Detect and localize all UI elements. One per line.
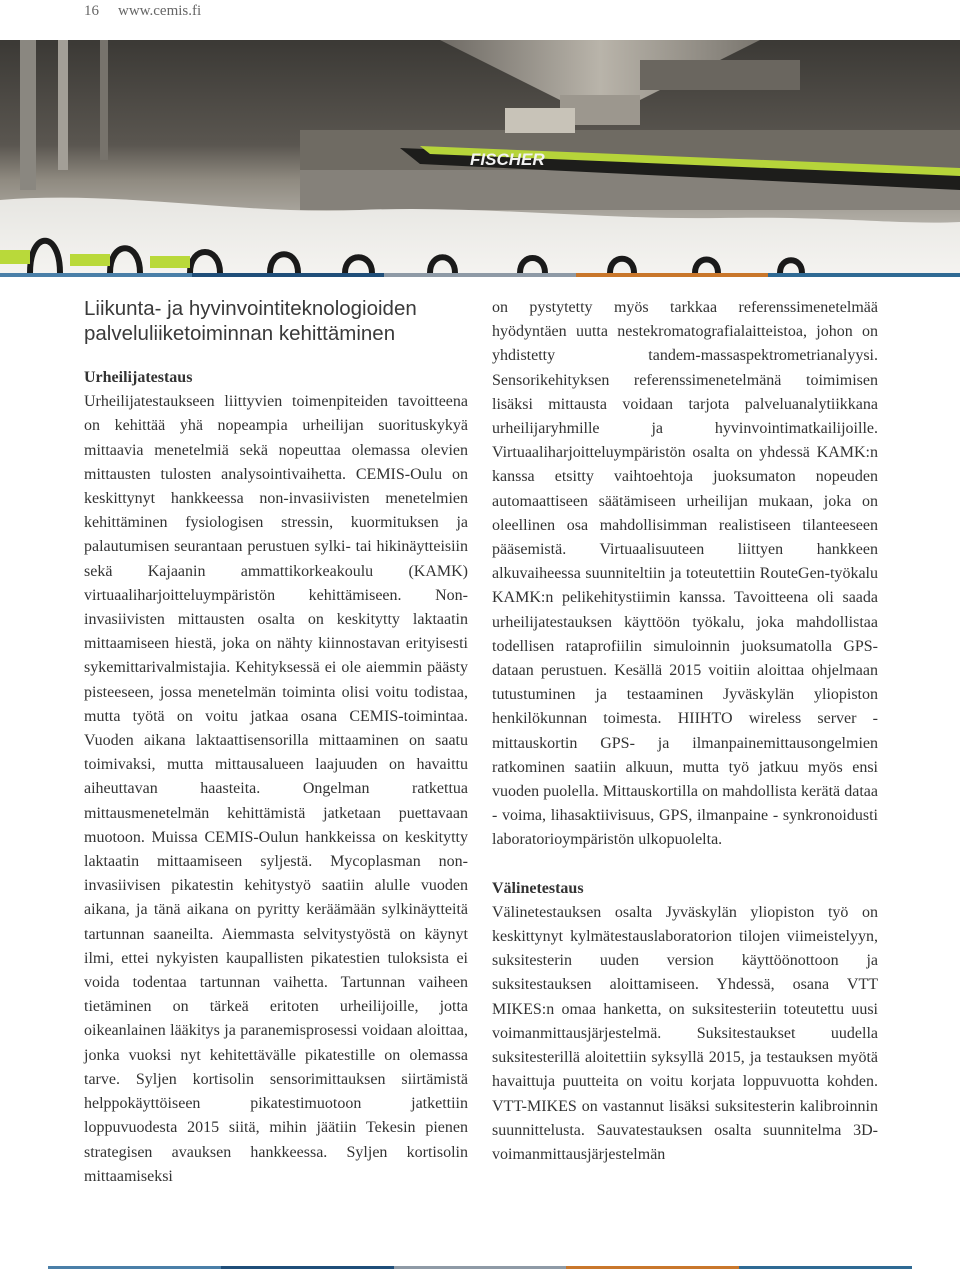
article-title: Liikunta- ja hyvinvointiteknologioiden palveluliiketoiminnan kehittäminen <box>84 297 417 345</box>
section-heading-urheilijatestaus: Urheilijatestaus <box>84 369 193 386</box>
section-heading-valinetestaus: Välinetestaus <box>492 879 584 897</box>
ski-testing-photo <box>0 40 960 273</box>
right-column <box>492 296 878 1167</box>
header-url: www.cemis.fi <box>118 3 202 19</box>
svg-text:FISCHER: FISCHER <box>470 150 545 169</box>
body-paragraph-valinetestaus: Välinetestauksen osalta Jyväskylän yliopiston työ on keskittynyt kylmätestauslaboratorion tilojen viimeistelyyn, suksitesterin uuden version käyttöönottoon ja suksitestauksen aloittamiseen. Yhdessä, osana VTT MIKES:n omaa hanketta, on suksitesteriin toteutettu uusi voimanmittausjärjestelmä. Suksitestaukset uudella suksitesterillä aloitettiin syksyllä 2015, ja testauksen myötä havaittuja puutteita on voitu korjata loppuvuotta kohden. VTT-MIKES on vastannut lisäksi suksitesterin kalibroinnin suunnittelusta. Sauvatestauksen osalta suunnitelma 3D-voimanmittausjärjestelmän <box>492 903 878 1163</box>
footer-divider <box>48 1266 912 1269</box>
body-paragraph: Urheilijatestaukseen liittyvien toimenpiteiden tavoitteena on kehittää yhä nopeampia urheilijan suorituskykyä mittaavia menetelmiä sekä nopeuttaa olemassa olevien mittausten tulosten analysointivaihetta. CEMIS-Oulu on keskittynyt hankkeessa non-invasiivisten menetelmien kehittäminen fysiologisen stressin, kuormituksen ja palautumisen seurantaan perustuen sylki- tai hikinäytteisiin sekä Kajaanin ammattikorkeakoulu (KAMK) virtuaaliharjoitteluympäristön kehittämiseen. Non-invasiivisten mittausten osalta on keskitytty laktaatin mittaamiseen hiestä, joka on nähty kiinnostavan erityisesti sykemittarivalmistajia. Kehityksessä ei ole aiemmin päästy pisteeseen, jossa menetelmän toiminta olisi voitu todistaa, mutta työtä on voitu jatkaa osana CEMIS-toimintaa. Vuoden aikana laktaattisensorilla mittaaminen on saatu toimivaksi, mutta mittausalueen laajuuden on havaittu aiheuttavan haasteita. Ongelman ratkettua mittausmenetelmän kehittämistä jatketaan puettavaan muotoon. Muissa CEMIS-Oulun hankkeissa on keskitytty laktaatin mittaamiseen syljestä. Mycoplasman non-invasiivisen pikatestin kehitystyö saatiin alulle vuoden aikana, ja tänä aikana on pyritty keräämään sylkinäytteitä tartunnan saaneilta. Aiemmasta selvitystyöstä on käynyt ilmi, ettei nykyisten kaupallisten pikatestien tuloksista ei voida todentaa tartunnan vaihetta. Tartunnan vaiheen tietäminen on tärkeä eritoten urheilijoille, jotta oikeanlainen lääkitys ja paranemisprosessi voidaan aloittaa, jonka vuoksi nyt kehitettävälle pikatestille on olemassa tarve. Syljen kortisolin sensorimittauksen siirtämistä helppokäyttöiseen pikatestimuotoon jatkettiin loppuvuodesta 2015 siitä, mihin jäätiin Tekesin pienen strategisen avauksen hankkeessa. Syljen kortisolin mittaamiseksi <box>84 393 468 1185</box>
left-column <box>84 296 468 1189</box>
page-header <box>0 0 960 26</box>
photo-divider <box>0 273 960 277</box>
body-paragraph-continued: on pystytetty myös tarkkaa referenssimenetelmää hyödyntäen uutta nestekromatografialaitteistoa, johon on yhdistetty tandem-massaspektrometrianalyysi. Sensorikehityksen referenssimenetelmänä toimimisen lisäksi mittausta voidaan tarjota palveluanalytiikkana urheilijaryhmille ja hyvinvointimatkailijoille. Virtuaaliharjoitteluympäristön osalta on yhdessä KAMK:n kanssa etsitty vaihtoehtoja juoksumaton nopeuden automaattiseen säätämiseen urheilijan mukaan, joka on oleellinen osa mahdollisimman realistiseen tilanteeseen pääsemistä. Virtuaalisuuteen liittyen hankkeen alkuvaiheessa suunniteltiin ja toteutettiin RouteGen-työkalu KAMK:n pelikehitystiimin kanssa. Tavoitteena oli saada urheilijatestauksen käyttöön työkalu, joka mahdollistaa todellisen rataprofiilin simuloinnin juoksumatolla GPS-dataan perustuen. Kesällä 2015 voitiin aloittaa ohjelmaan tutustuminen ja testaaminen Jyväskylän yliopiston henkilökunnan toimesta. HIIHTO wireless server -mittauskortin GPS- ja ilmanpainemittausongelmien ratkominen saatiin alkuun, mutta työ jatkuu myös ensi vuoden puolella. Mittauskortilla on mahdollista kerätä dataa - voima, lihasaktiivisuus, GPS, ilmanpaine - synkronoidusti laboratorioympäristön ulkopuolelta. <box>492 299 878 849</box>
page-number: 16 <box>84 3 99 19</box>
